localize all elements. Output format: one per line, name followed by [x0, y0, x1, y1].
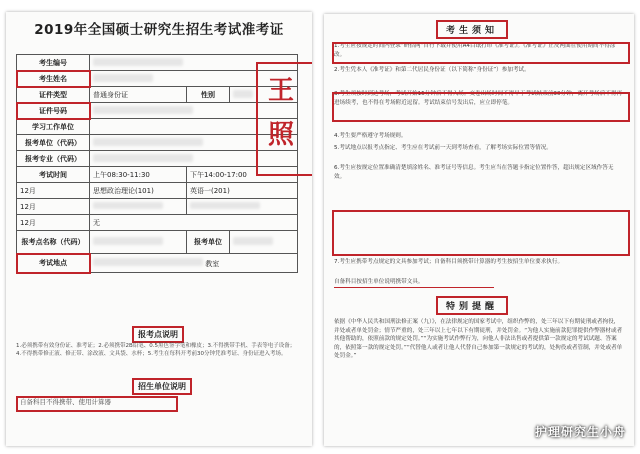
room-label: 教室: [205, 259, 220, 268]
apply-unit-redacted: [93, 138, 203, 146]
special-text: 依据《中华人民共和国刑法修正案（九）》，在法律规定的国家考试中，组织作弊的，处三年以下有期徒刑或者拘役，并处或者单处罚金；情节严重的，处三年以上七年以下有期徒刑，并处罚金。“为他人实施前款犯罪提供作弊器材或者其他帮助的，依照前款的规定处罚。”“为实施考试作弊行为，向他人非法出售或者提供第一款规定的考试试题、答案的，依照第一款的规定处罚。”“代替他人或者让他人代替自己参加第一款规定的考试的，处拘役或者管制，并处或者单处罚金。”: [334, 319, 623, 360]
day3-subject: 无: [90, 215, 298, 231]
gender-label: 性别: [187, 87, 230, 103]
rule-3: 3.考生须按时到达考场，考试开始15分钟后不得入场。交卷出场时间不得早于考试结束前30分钟，离开考场后不得再进场续考，也不得在考场附近逗留。考试结束信号发出后，应立即停笔。: [334, 91, 623, 106]
site-name-redacted: [93, 237, 163, 245]
special-heading: 特别提醒: [436, 296, 508, 315]
day2-pm-redacted: [190, 202, 260, 209]
exam-time-label: 考试时间: [17, 167, 90, 183]
rule-1: 1.考生应按规定时间内登录“研招网”自行下载并使用A4白纸打印《准考证》。《准考证》正反两面在使用期间不得涂改。: [334, 43, 616, 58]
exam-no-redacted: [93, 58, 183, 66]
site-unit-redacted: [233, 237, 273, 245]
unit-notes-heading: 招生单位说明: [132, 378, 192, 395]
id-type-label: 证件类型: [17, 87, 90, 103]
signature-stamp: [256, 62, 312, 176]
apply-major-redacted: [93, 154, 193, 162]
study-unit-label: 学习工作单位: [17, 119, 90, 135]
name-redacted: [93, 74, 153, 82]
rule-1-highlight: [332, 42, 630, 64]
notice-footer: 自备科目按招生单位说明携带文具。: [334, 278, 494, 288]
id-no-label: 证件号码: [17, 103, 90, 119]
day2-am-redacted: [93, 202, 163, 209]
apply-major-label: 报考专业（代码）: [17, 151, 90, 167]
stamp-char-1: 王: [268, 76, 295, 106]
notice-heading: 考生须知: [436, 20, 508, 39]
ticket-title: 2019年全国硕士研究生招生考试准考证: [34, 22, 284, 38]
day1-month: 12月: [17, 183, 90, 199]
day3-month: 12月: [17, 215, 90, 231]
rule-5: 5.考试地点以报考点指定、考生应在考试前一天到考场查看，了解考场实际位置等情况。: [334, 145, 552, 151]
watermark: 护理研究生小舟: [534, 425, 626, 439]
rule-6-highlight: [332, 210, 630, 256]
morning-slot: 上午08:30-11:30: [90, 167, 187, 183]
rule-7: 7.考生应携带考点规定的文具参加考试；自备科目须携带计算器的考生按招生单位要求执行。: [334, 259, 564, 265]
name-label: 考生姓名: [17, 71, 90, 87]
site-name-label: 报考点名称（代码）: [17, 231, 90, 254]
rule-2: 2.考生凭本人《准考证》和第二代居民身份证（以下简称“身份证”）参加考试。: [334, 67, 530, 73]
site-addr-label: 考试地点: [17, 254, 90, 273]
site-unit-label: 报考单位: [187, 231, 230, 254]
unit-notes-text: 自备科目不得携带、使用计算器: [16, 396, 178, 412]
point-notes-text: 1.必须携带有效身份证、准考证；2.必须携带2B铅笔、0.5黑色签字笔和橡皮；3.不得携带手机、手表等电子设备；4.不得携带修正液、修正带、涂改液、文具袋、水杯；5.考生在每科开考前30分钟凭准考证、身份证进入考场。: [16, 343, 296, 357]
notice-sheet: [324, 14, 634, 446]
exam-no-label: 考生编号: [17, 55, 90, 71]
point-notes-heading: 报考点说明: [132, 326, 184, 343]
admission-ticket: [6, 12, 312, 446]
stamp-char-2: 照: [268, 120, 295, 150]
id-type-value: 普通身份证: [90, 87, 187, 103]
rule-6: 6.考生应按规定位置准确清楚填涂姓名、准考证号等信息。考生应当在答题卡指定位置作答，超出规定区域作答无效。: [334, 165, 614, 180]
afternoon-slot: 下午14:00-17:00: [187, 167, 298, 183]
site-addr-redacted: [93, 258, 203, 266]
day1-am-subject: 思想政治理论(101): [90, 183, 187, 199]
rule-4: 4.考生要严格遵守考场规则。: [334, 133, 407, 139]
day2-month: 12月: [17, 199, 90, 215]
day1-pm-subject: 英语一(201): [187, 183, 298, 199]
gender-redacted: [233, 90, 253, 98]
id-no-redacted: [93, 106, 193, 114]
apply-unit-label: 报考单位（代码）: [17, 135, 90, 151]
rule-3-highlight: [332, 92, 630, 122]
